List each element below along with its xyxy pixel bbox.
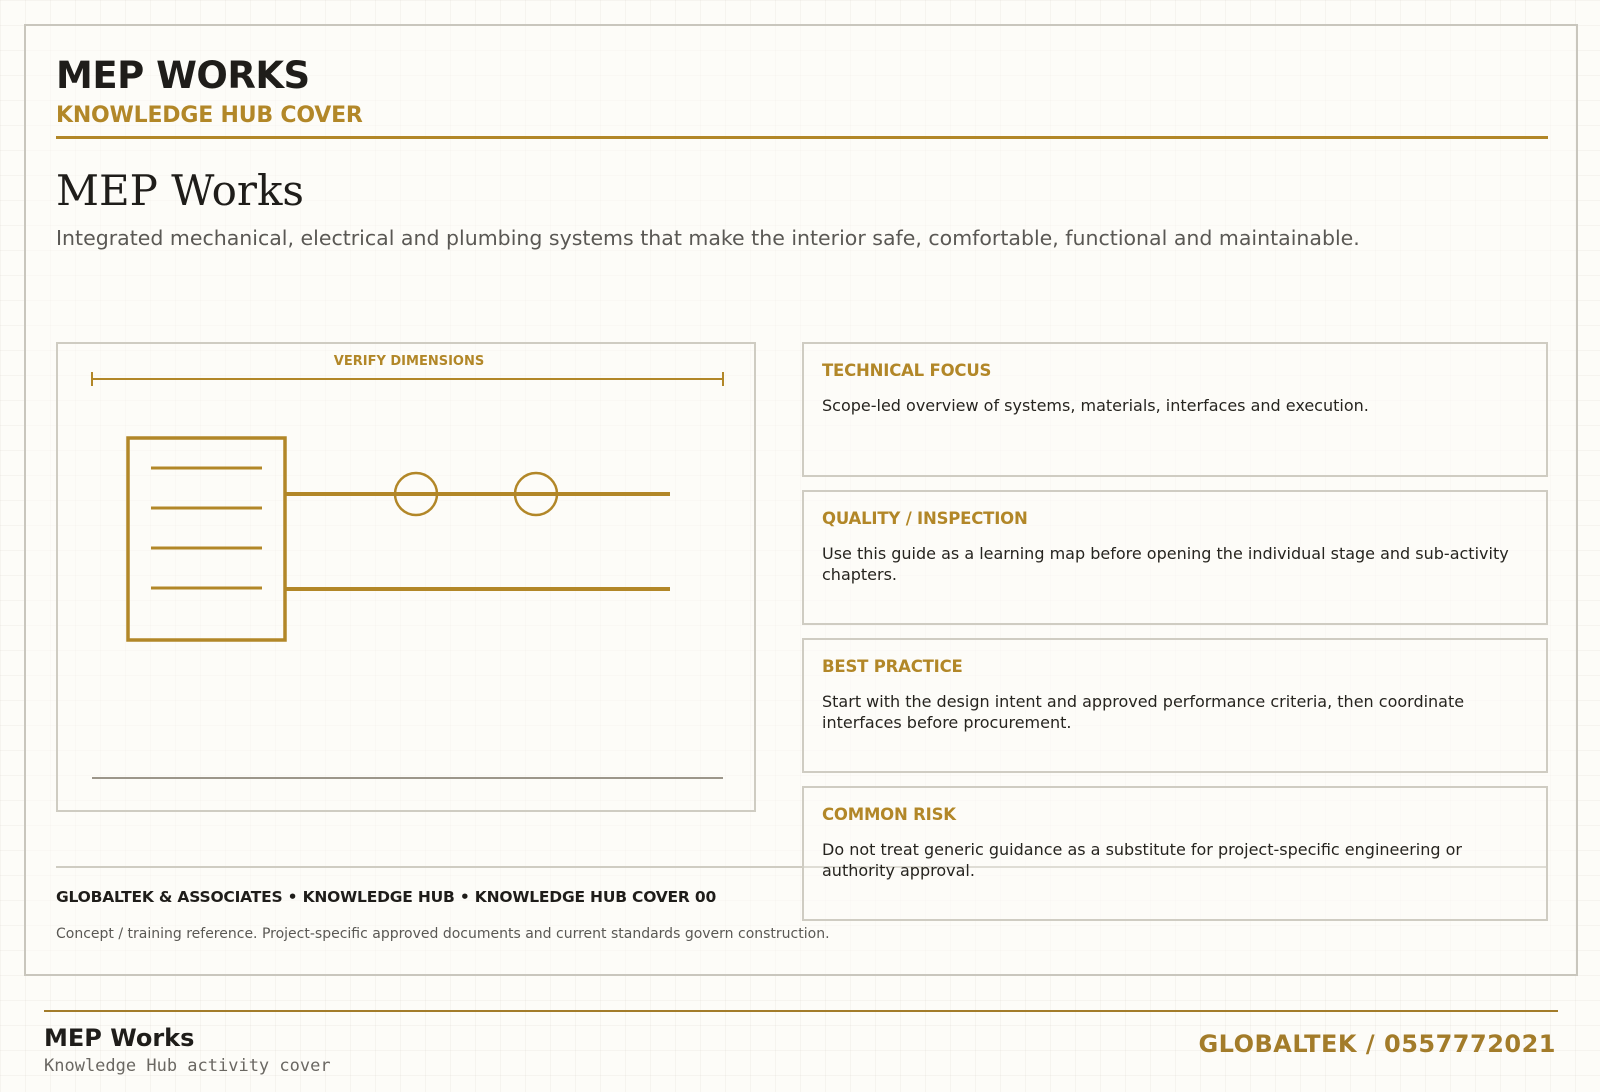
footer-disclaimer: Concept / training reference. Project-specific approved documents and current standards govern construction. <box>56 926 830 942</box>
cover-sheet <box>24 24 1578 976</box>
card-technical-focus <box>802 342 1548 477</box>
bottom-title: MEP Works <box>44 1024 195 1052</box>
sheet-title: MEP WORKS <box>56 54 310 97</box>
service-lines <box>285 473 670 589</box>
card-common-risk <box>802 786 1548 921</box>
mep-schematic-diagram <box>58 344 754 810</box>
header-divider <box>56 136 1548 139</box>
card-title: QUALITY / INSPECTION <box>822 509 1028 528</box>
card-text: Use this guide as a learning map before opening the individual stage and sub-activity chapters. <box>822 544 1509 584</box>
hero-title: MEP Works <box>56 166 304 215</box>
dimension-line <box>92 372 723 386</box>
sheet-subtitle: KNOWLEDGE HUB COVER <box>56 103 363 128</box>
brand-contact: GLOBALTEK / 0557772021 <box>1198 1030 1556 1058</box>
card-quality-inspection <box>802 490 1548 625</box>
card-title: BEST PRACTICE <box>822 657 963 676</box>
distribution-panel-icon <box>128 438 285 640</box>
bottom-divider <box>44 1010 1558 1012</box>
card-title: TECHNICAL FOCUS <box>822 361 992 380</box>
card-text: Scope-led overview of systems, materials, interfaces and execution. <box>822 396 1369 415</box>
mep-diagram-panel <box>56 342 756 812</box>
card-title: COMMON RISK <box>822 805 956 824</box>
card-text: Start with the design intent and approved performance criteria, then coordinate interfaces before procurement. <box>822 692 1465 732</box>
card-text: Do not treat generic guidance as a substitute for project-specific engineering or authority approval. <box>822 840 1462 880</box>
footer-organization-line: GLOBALTEK & ASSOCIATES • KNOWLEDGE HUB • KNOWLEDGE HUB COVER 00 <box>56 888 717 906</box>
dimension-label: VERIFY DIMENSIONS <box>333 354 485 369</box>
card-best-practice <box>802 638 1548 773</box>
bottom-subtitle: Knowledge Hub activity cover <box>44 1056 331 1076</box>
hero-description: Integrated mechanical, electrical and plumbing systems that make the interior safe, comfortable, functional and maintainable. <box>56 226 1360 250</box>
